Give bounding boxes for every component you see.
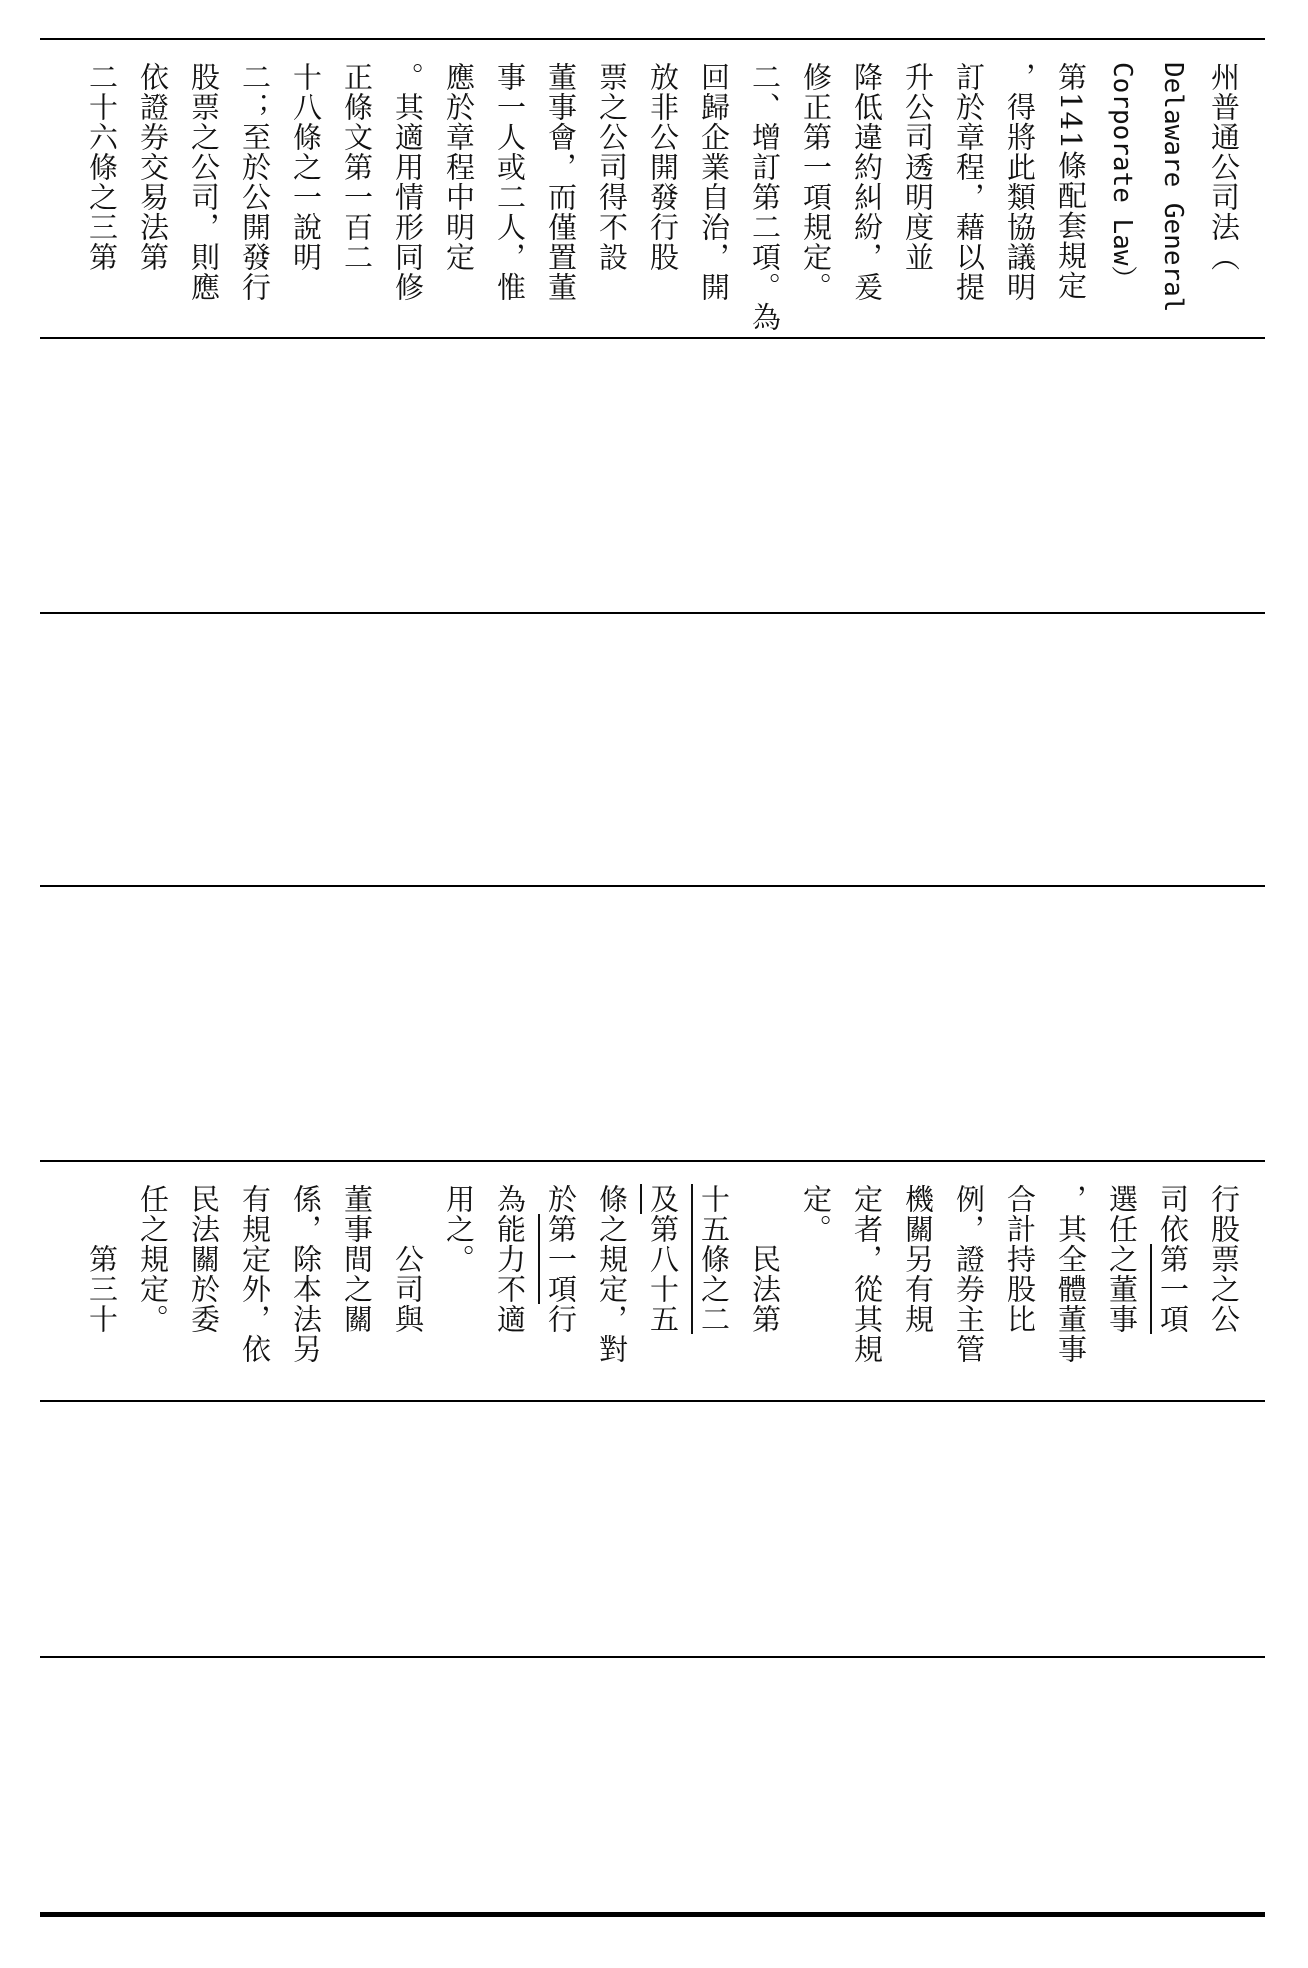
text-segment: 於	[544, 1184, 578, 1214]
text-column: 。其適用情形同修	[391, 62, 425, 302]
text-column	[535, 1162, 586, 1400]
empty-cell	[40, 887, 1265, 1160]
text-segment: 司依	[1156, 1184, 1190, 1244]
text-column: Corporate Law）	[1107, 62, 1137, 292]
underlined-amendment: 第一項	[544, 1214, 578, 1304]
empty-cell	[40, 1402, 1265, 1656]
text-column: 正條文第一百二	[340, 62, 374, 272]
text-column: 民法關於委	[187, 1184, 221, 1334]
text-column: 降低違約糾紛，爰	[850, 62, 884, 302]
text-column: 機關另有規	[901, 1184, 935, 1334]
article-text-row	[40, 1162, 1265, 1400]
text-column	[1147, 1162, 1198, 1400]
text-column: 第141條配套規定	[1054, 62, 1088, 301]
text-column: 事一人或二人，惟	[493, 62, 527, 302]
table-rule-bottom	[40, 1912, 1265, 1917]
explanation-text	[40, 40, 1265, 337]
text-column: 修正第一項規定。	[799, 62, 833, 302]
text-column: Delaware General	[1158, 62, 1188, 313]
explanation-row	[40, 40, 1265, 337]
text-segment: 第八十五	[646, 1214, 680, 1334]
text-column: 應於章程中明定	[442, 62, 476, 272]
article-text	[40, 1162, 1265, 1400]
empty-cell	[40, 1658, 1265, 1912]
underlined-amendment: 及	[646, 1184, 680, 1214]
text-column: 股票之公司，則應	[187, 62, 221, 302]
text-column: 用之。	[442, 1184, 476, 1274]
text-column: 例，證券主管	[952, 1184, 986, 1364]
text-column: 合計持股比	[1003, 1184, 1037, 1334]
text-column: 民法第	[748, 1184, 782, 1334]
text-column: 二；至於公開發行	[238, 62, 272, 302]
text-column: 選任之董事	[1105, 1184, 1139, 1334]
text-column: 為能力不適	[493, 1184, 527, 1334]
text-column: 行股票之公	[1207, 1184, 1241, 1334]
text-column: 係，除本法另	[289, 1184, 323, 1364]
text-column: 升公司透明度並	[901, 62, 935, 272]
text-column: 訂於章程，藉以提	[952, 62, 986, 302]
text-column: 州普通公司法（	[1207, 62, 1241, 272]
empty-cell	[40, 614, 1265, 885]
text-column: 放非公開發行股	[646, 62, 680, 272]
text-column: 董事間之關	[340, 1184, 374, 1334]
text-segment: 行	[544, 1304, 578, 1334]
text-column: 回歸企業自治，開	[697, 62, 731, 302]
text-column: 任之規定。	[136, 1184, 170, 1334]
underlined-amendment: 十五條之二	[697, 1184, 731, 1334]
text-column: 第三十	[85, 1184, 119, 1334]
underlined-amendment: 第一項	[1156, 1244, 1190, 1334]
text-column: 二、增訂第二項。為	[748, 62, 782, 332]
text-column: 票之公司得不設	[595, 62, 629, 272]
text-column: 定。	[799, 1184, 833, 1244]
text-column: 公司與	[391, 1184, 425, 1334]
text-column: 董事會，而僅置董	[544, 62, 578, 302]
text-column: ，其全體董事	[1054, 1184, 1088, 1364]
text-column: 二十六條之三第	[85, 62, 119, 272]
text-column	[637, 1162, 688, 1400]
text-column: ，得將此類協議明	[1003, 62, 1037, 302]
text-column: 定者，從其規	[850, 1184, 884, 1364]
text-column: 條之規定，對	[595, 1184, 629, 1364]
text-column: 依證券交易法第	[136, 62, 170, 272]
text-column: 十八條之一說明	[289, 62, 323, 272]
empty-cell	[40, 339, 1265, 612]
text-column: 有規定外，依	[238, 1184, 272, 1364]
text-column	[688, 1162, 739, 1400]
